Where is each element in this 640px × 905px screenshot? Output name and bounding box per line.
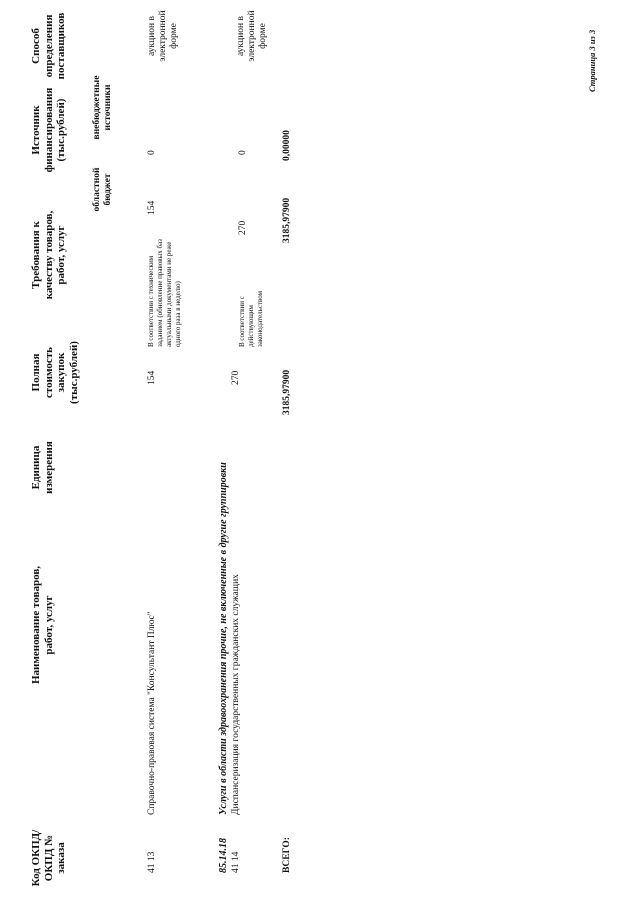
row-2-extra: 0: [238, 150, 248, 155]
row-2-total: 270: [231, 370, 241, 385]
row-1-code: 41 13: [147, 851, 157, 873]
header-funding-regional: областной бюджет: [92, 167, 113, 212]
row-1-requirements: В соответствии с техническим заданием (обновление правовых баз актуальными документами не реже одного раза в неделю): [147, 239, 183, 347]
group-name: Услуги в области здравоохранения прочие, не включенные в другие группировки: [218, 462, 229, 815]
totals-regional: 3185,97900: [282, 197, 292, 243]
row-1-total: 154: [147, 370, 157, 385]
header-total: Полная стоимость закупок (тыс.рублей): [30, 341, 80, 404]
header-funding-extra: внебюджетные источники: [92, 75, 113, 140]
totals-total: 3185,97900: [282, 369, 292, 415]
header-code: Код ОКПД/ ОКПД № заказа: [30, 829, 68, 887]
totals-label: ВСЕГО:: [282, 837, 292, 873]
group-code: 85.14.18: [218, 838, 229, 873]
row-2-requirements: В соответствии с действующим законодательством: [238, 290, 265, 347]
page-number: Страница 3 из 3: [587, 29, 597, 92]
row-2-code: 41 14: [231, 851, 241, 873]
row-1-method: аукцион в электронной форме: [147, 10, 179, 62]
header-requirements: Требования к качеству товаров, работ, услуг: [30, 210, 68, 300]
row-1-regional: 154: [147, 200, 157, 215]
row-2-regional: 270: [238, 220, 248, 235]
header-name: Наименование товаров, работ, услуг: [30, 565, 55, 685]
row-2-method: аукцион в электронной форме: [236, 10, 268, 62]
header-unit: Единица измерения: [30, 441, 55, 494]
totals-extra: 0,00000: [282, 130, 292, 161]
header-funding: Источник финансирования (тыс.рублей): [30, 87, 68, 173]
header-method: Способ определения поставщиков: [30, 12, 68, 80]
row-1-extra: 0: [147, 150, 157, 155]
row-2-name: Диспансеризация государственных гражданских служащих: [231, 574, 241, 815]
row-1-name: Справочно-правовая система "Консультант Плюс": [147, 611, 157, 815]
